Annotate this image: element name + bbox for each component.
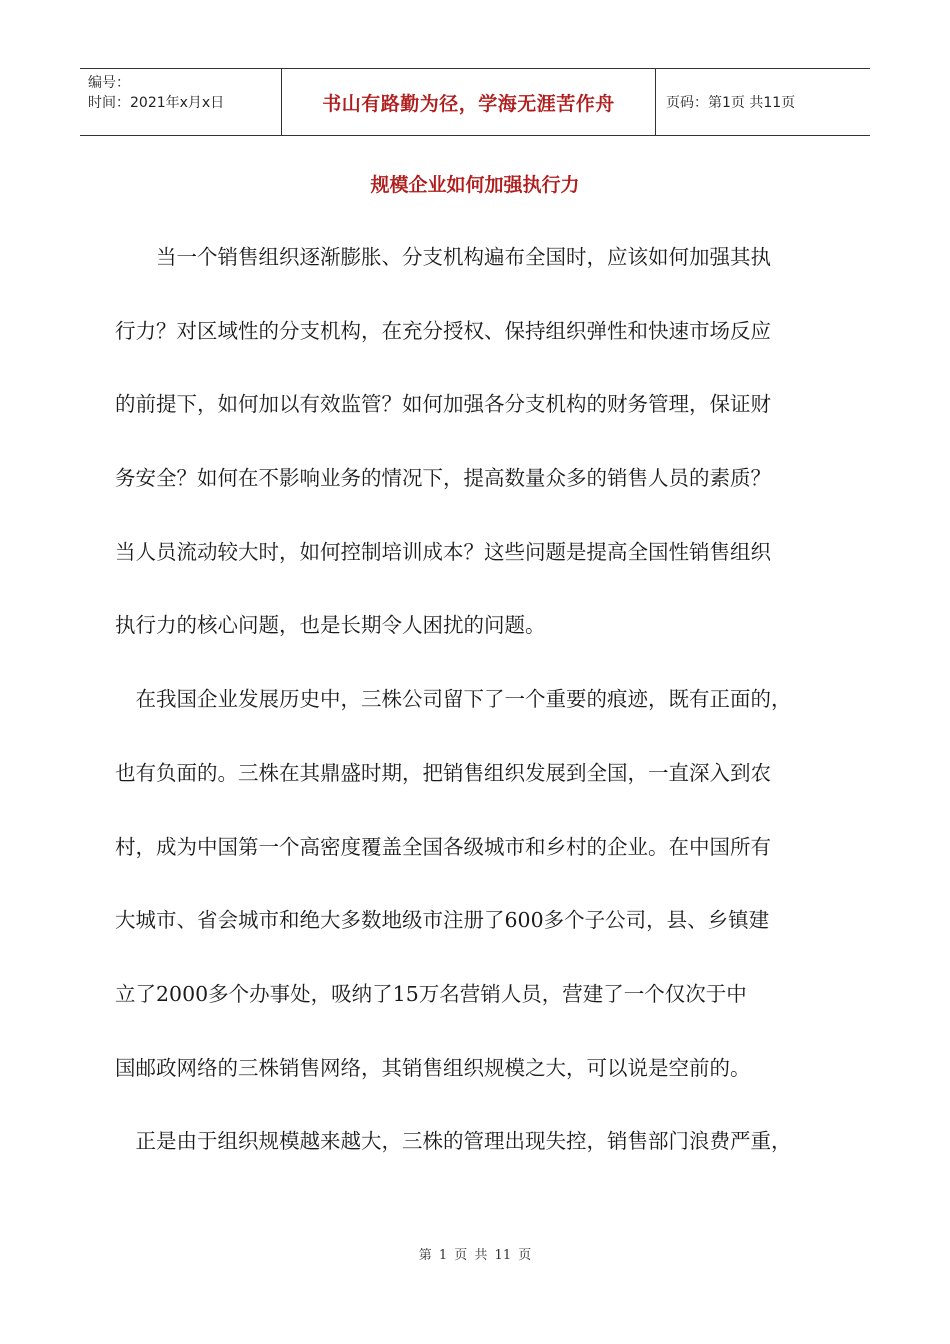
page-info: 页码：第1页 共11页	[666, 95, 796, 111]
body-line: 当人员流动较大时，如何控制培训成本？这些问题是提高全国性销售组织	[115, 539, 771, 564]
header-table	[80, 68, 870, 136]
body-line: 也有负面的。三株在其鼎盛时期，把销售组织发展到全国，一直深入到农	[115, 760, 771, 785]
body-line: 村，成为中国第一个高密度覆盖全国各级城市和乡村的企业。在中国所有	[115, 834, 771, 859]
header-motto-cell	[282, 69, 656, 135]
body-line: 当一个销售组织逐渐膨胀、分支机构遍布全国时，应该如何加强其执	[115, 245, 771, 269]
body-line: 正是由于组织规模越来越大，三株的管理出现失控，销售部门浪费严重，	[115, 1129, 792, 1154]
body-line: 国邮政网络的三株销售网络，其销售组织规模之大，可以说是空前的。	[115, 1055, 751, 1080]
body-line: 的前提下，如何加以有效监管？如何加强各分支机构的财务管理，保证财	[115, 392, 771, 417]
body-line: 务安全？如何在不影响业务的情况下，提高数量众多的销售人员的素质？	[115, 466, 771, 491]
page-footer: 第 1 页 共 11 页	[418, 1248, 532, 1263]
doc-number-label: 编号：	[88, 75, 130, 91]
motto-text: 书山有路勤为径，学海无涯苦作舟	[322, 92, 615, 115]
header-page-cell	[656, 69, 870, 135]
body-line: 执行力的核心问题，也是长期令人困扰的问题。	[115, 613, 546, 638]
document-body	[115, 234, 835, 1192]
doc-time-label: 时间：2021年x月x日	[88, 95, 225, 111]
body-line: 立了2000多个办事处，吸纳了15万名营销人员，营建了一个仅次于中	[115, 981, 747, 1006]
body-line: 行力？对区域性的分支机构，在充分授权、保持组织弹性和快速市场反应	[115, 318, 771, 343]
document-title: 规模企业如何加强执行力	[370, 174, 580, 196]
body-line: 大城市、省会城市和绝大多数地级市注册了600多个子公司，县、乡镇建	[115, 908, 770, 933]
body-line: 在我国企业发展历史中，三株公司留下了一个重要的痕迹，既有正面的，	[115, 687, 792, 712]
header-meta-cell	[80, 69, 282, 135]
